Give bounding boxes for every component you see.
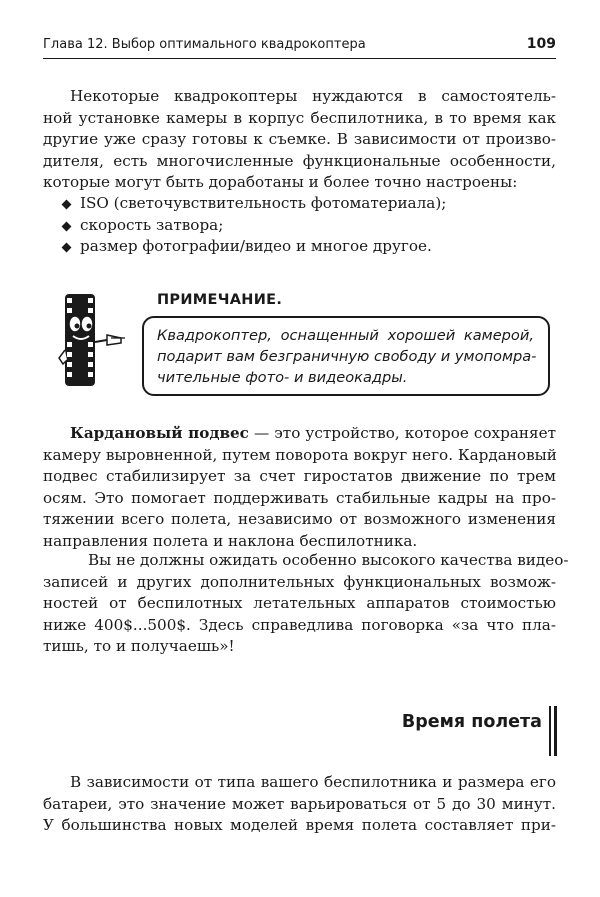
text-fragment: — это устройство, которое сохраняет [248,424,556,442]
text-line: дителя, есть многочисленные функциональные особенности, [43,151,556,170]
text-line [70,423,556,445]
text-line: У большинства новых моделей время полета составляет при- [43,816,556,834]
text-line: камеру выровненной, путем поворота вокруг него. Кардановый [43,445,557,464]
bullet-list [59,193,559,258]
section-heading: Время полета [401,712,542,732]
list-item [59,193,559,215]
bullet-diamond-icon [62,200,72,210]
text-line: которые могут быть доработаны и более точно настроены: [43,173,518,191]
section-bar-decoration [549,706,557,756]
term-bold: Кардановый подвес [70,424,249,442]
bullet-text: размер фотографии/видео и многое другое. [80,237,432,255]
note-line: Квадрокоптер, оснащенный хорошей камерой, [157,327,534,344]
gimbal-paragraph [43,423,557,552]
bullet-diamond-icon [62,243,72,253]
list-item [59,236,559,258]
list-item [59,215,559,237]
expect-paragraph [43,550,569,658]
text-line: осям. Это помогает поддерживать стабильные кадры на про- [43,488,556,507]
text-line: другие уже сразу готовы к съемке. В зависимости от произво- [43,130,556,148]
note-mascot-icon [55,292,135,397]
note-box [142,316,550,396]
text-line: ной установке камеры в корпус беспилотника, в то время как [43,108,556,127]
bullet-text: скорость затвора; [80,215,224,234]
text-line: В зависимости от типа вашего беспилотника и размера его [70,773,556,791]
text-line: Вы не должны ожидать особенно высокого качества видео- [88,551,569,569]
text-line: тяжении всего полета, независимо от возможного изменения [43,510,556,528]
text-line: направления полета и наклона беспилотника. [43,531,418,550]
text-line: батареи, это значение может варьироваться от 5 до 30 минут. [43,794,556,813]
bullet-text: ISO (светочувствительность фотоматериала); [80,194,447,212]
flight-paragraph [43,772,556,837]
chapter-title: Глава 12. Выбор оптимального квадрокоптера [43,37,366,52]
bullet-diamond-icon [62,221,72,231]
note-line: чительные фото- и видеокадры. [157,369,408,386]
note-line: подарит вам безграничную свободу и умопомра- [157,348,537,365]
text-line: ностей от беспилотных летательных аппаратов стоимостью [43,594,556,612]
text-line: тишь, то и получаешь»! [43,637,235,655]
intro-paragraph [43,86,556,194]
text-line: ниже 400$...500$. Здесь справедлива поговорка «за что пла- [43,615,556,634]
page-number: 109 [526,36,556,52]
text-line: Некоторые квадрокоптеры нуждаются в самостоятель- [70,87,556,105]
text-line: подвес стабилизирует за счет гиростатов движение по трем [43,467,556,485]
note-title: ПРИМЕЧАНИЕ. [157,292,283,308]
text-line: записей и других дополнительных функциональных возмож- [43,572,556,591]
page-header [43,34,556,59]
